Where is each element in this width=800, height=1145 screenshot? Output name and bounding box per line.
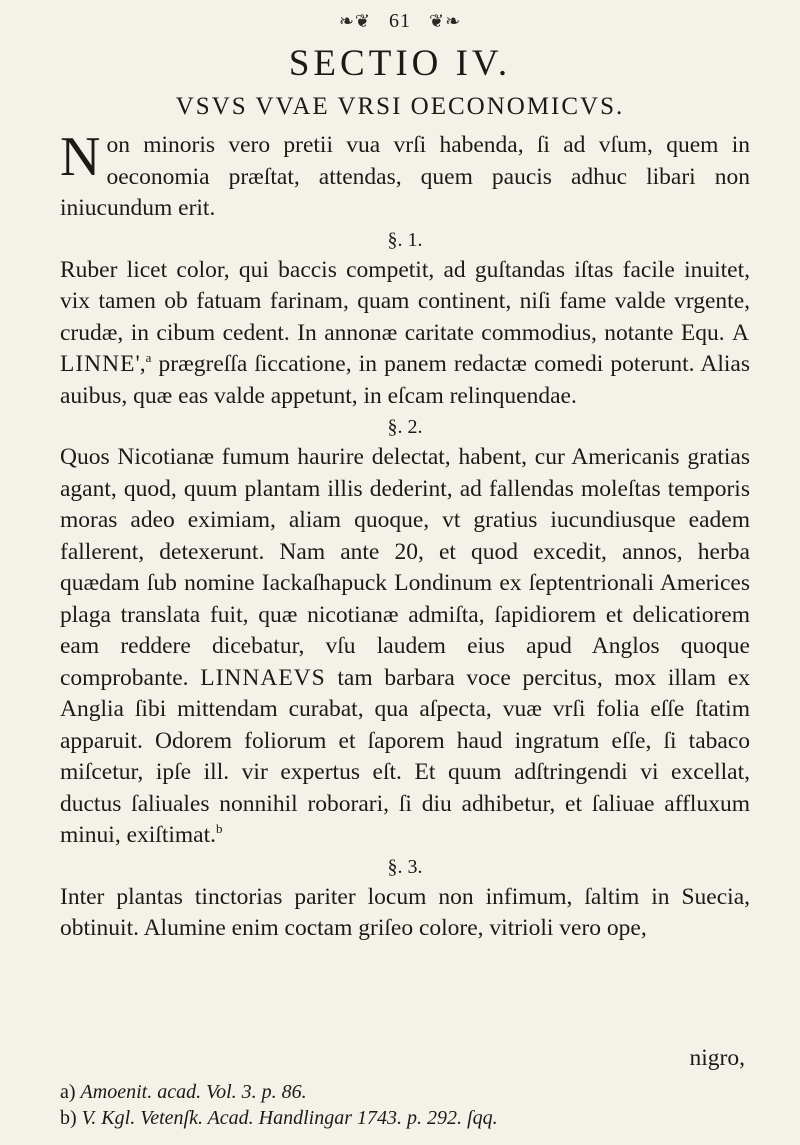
footnote-ref-a[interactable]: a — [145, 350, 152, 366]
paragraph-1-text-a: Ruber licet color, qui baccis competit, ad guſtandas iſtas facile inuitet, vix tamen ob fatuam farinam, quam continent, niſi fame valde vrgente, crudæ, in cibum cedent. In annonæ caritate commodius, notante Equ. — [60, 256, 750, 346]
catchword: nigro, — [689, 1045, 745, 1071]
paragraph-number-1: §. 1. — [387, 228, 423, 251]
footnote-mark: b) — [60, 1107, 77, 1129]
paragraph-3-text-a: Inter plantas tinctorias pariter locum non infimum, ſaltim in Suecia, obtinuit. Alumine enim coctam griſeo colore, vitrioli vero ope, — [60, 883, 750, 941]
section-subtitle: VSVS VVAE VRSI OECONOMICVS. — [175, 93, 625, 120]
paragraph-2 — [60, 442, 750, 852]
footnote-ref-b[interactable]: b — [216, 821, 223, 837]
footnotes — [60, 1079, 750, 1131]
footnote-text: V. Kgl. Vetenſk. Acad. Handlingar 1743. p. 292. ſqq. — [81, 1107, 498, 1129]
paragraph-1 — [60, 255, 750, 413]
paragraph-number-3: §. 3. — [387, 855, 423, 878]
paragraph-2-text-b: tam barbara voce percitus, mox illam ex Anglia ſibi mittendam curabat, qua aſpecta, vuæ vrſi folia eſſe ſtatim apparuit. Odorem foliorum et ſaporem haud ingratum eſſe, ſi tabaco miſcetur, ipſe ill. vir expertus eſt. Et quum adſtringendi vi excellat, ductus ſaliuales nonnihil roborari, ſi diu adhibetur, et ſaliuae affluxum minui, exiſtimat. — [60, 664, 750, 848]
intro-text: on minoris vero pretii vua vrſi habenda, ſi ad vſum, quem in oeconomia præſtat, attendas, quem paucis adhuc libari non iniucundum erit. — [60, 132, 750, 221]
footnote-mark: a) — [60, 1081, 76, 1103]
author-name: A LINNE — [60, 319, 750, 377]
paragraph-number-2: §. 2. — [387, 416, 423, 438]
section-title: SECTIO IV. — [288, 43, 512, 84]
body-text — [60, 126, 750, 945]
footnote-b — [60, 1105, 750, 1131]
intro-paragraph — [60, 126, 750, 225]
paragraph-3 — [60, 882, 750, 945]
author-tail: ', — [135, 351, 146, 377]
footnote-text: Amoenit. acad. Vol. 3. p. 86. — [80, 1081, 307, 1103]
page-number: 61 — [389, 10, 411, 32]
drop-capital: N — [60, 126, 101, 188]
paragraph-1-text-b: prægreſſa ſiccatione, in panem redactæ comedi poterunt. Alias auibus, quæ eas valde appetunt, in eſcam relinquendae. — [60, 351, 750, 409]
left-ornament-icon: ❧❦ — [338, 11, 371, 31]
footnote-a — [60, 1079, 750, 1105]
paragraph-2-text-a: Quos Nicotianæ fumum haurire delectat, habent, cur Americanis gratias agant, quod, quum plantam illis dederint, ad fallendas moleſtas temporis moras adeo eximiam, aliam quoque, vt gratius iucundiusque eadem fallerent, detexerunt. Nam ante 20, et quod excedit, annos, herba quædam ſub nomine Iackaſhapuck Londinum ex ſeptentrionali Americes plaga translata fuit, quæ nicotianæ admiſta, ſapidiorem et delicatiorem eam reddere dicebatur, vſu laudem eius apud Anglos quoque comprobante. — [60, 444, 750, 691]
right-ornament-icon: ❦❧ — [429, 11, 462, 31]
running-header — [0, 10, 800, 33]
author-name: LINNAEVS — [200, 664, 326, 691]
